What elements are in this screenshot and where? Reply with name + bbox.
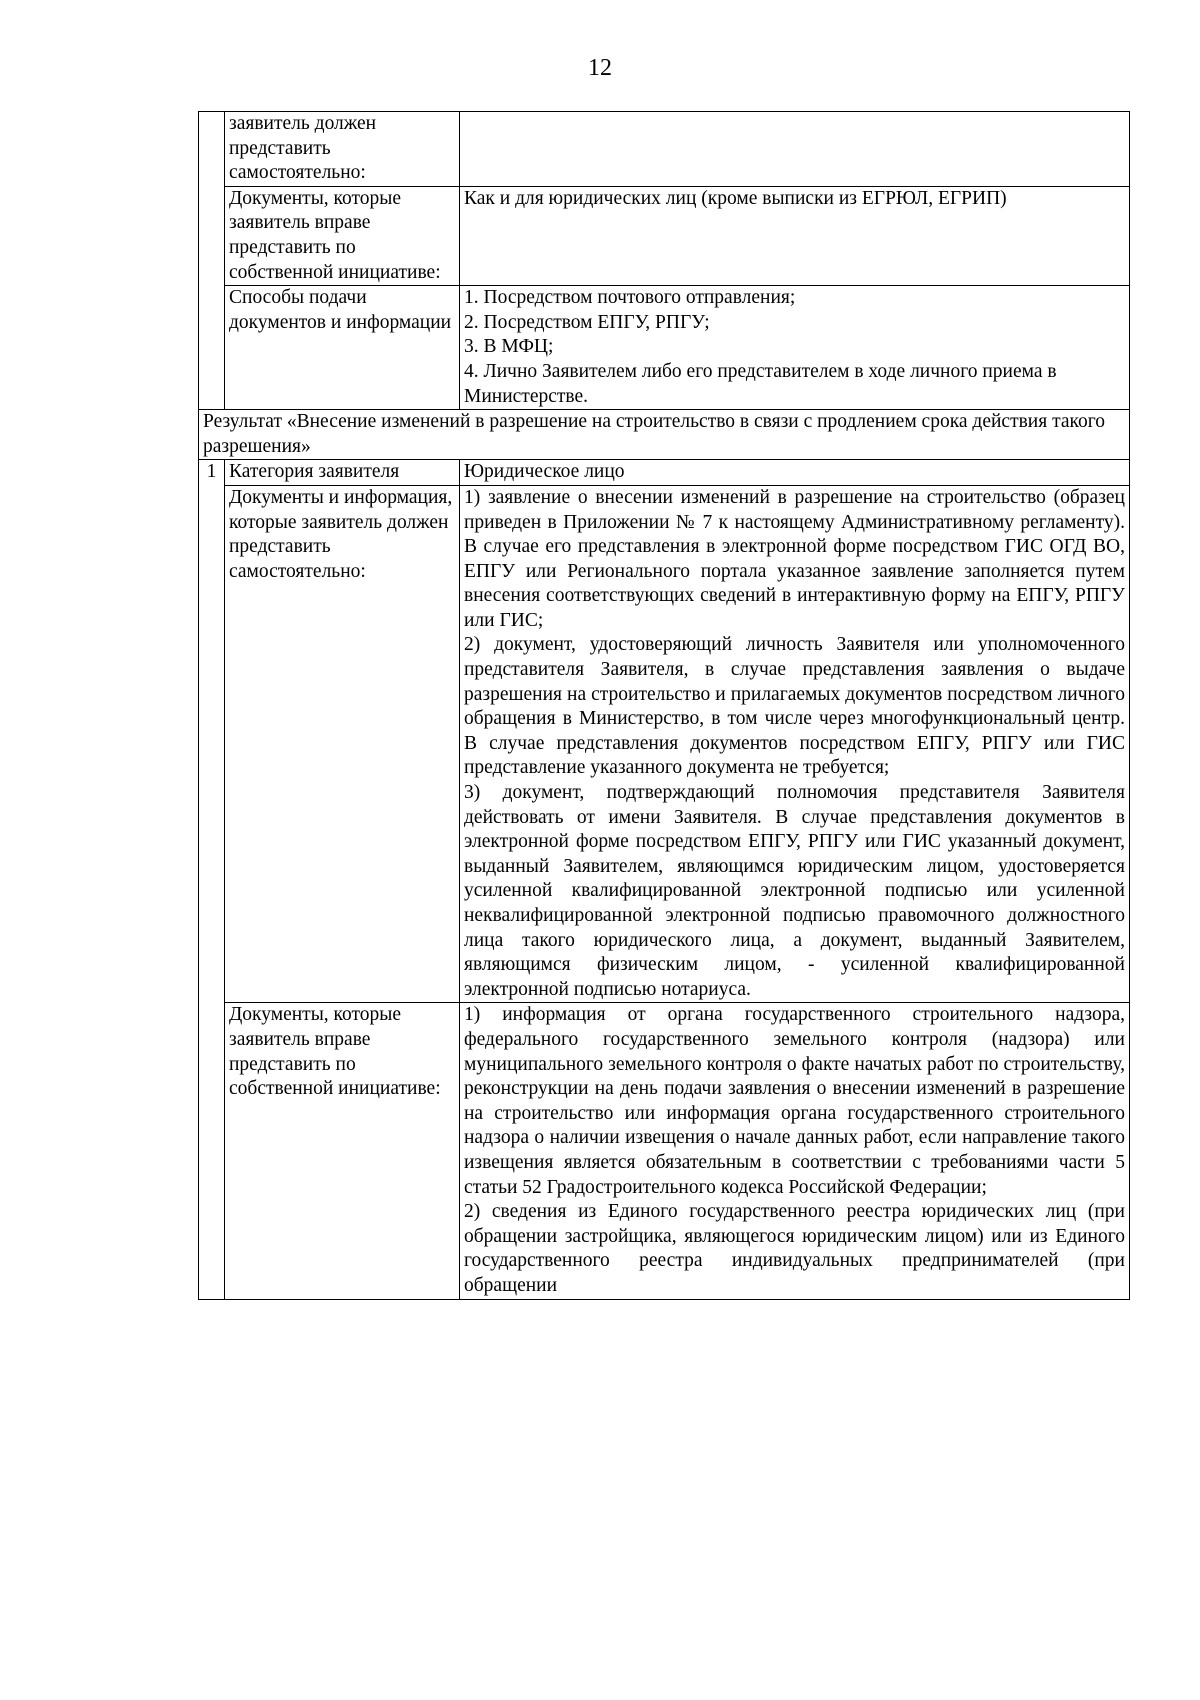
table-row [199, 460, 1130, 486]
result-title: Результат «Внесение изменений в разрешение на строительство в связи с продлением срока действия такого разрешения» [203, 411, 1105, 457]
content-cell [460, 186, 1130, 285]
row-number-cell [199, 112, 225, 410]
label-cell [225, 286, 460, 410]
list-item: 3) документ, подтверждающий полномочия представителя Заявителя действовать от имени Заявителя. В случае представления документов в электронной форме посредством ЕПГУ, РПГУ или ГИС указанный документ, выданный Заявителем, являющимся юридическим лицом, удостоверяется усиленной квалифицированной электронной подписью или усиленной неквалифицированной электронной подписью правомочного должностного лица такого юридического лица, а документ, выданный Заявителем, являющимся физическим лицом, - усиленной квалифицированной электронной подписью нотариуса. [464, 782, 1125, 1000]
category-value: Юридическое лицо [464, 461, 625, 483]
label-cell [225, 1003, 460, 1299]
table-row [199, 112, 1130, 187]
result-title-cell [199, 410, 1130, 460]
list-item: 1) информация от органа государственного строительного надзора, федерального государственного земельного контроля (надзора) или муниципального земельного контроля о факте начатых работ по строительству, реконструкции на день подачи заявления о внесении изменений в разрешение на строительство или информация органа государственного строительного надзора о наличии извещения о начале данных работ, если направление такого извещения является обязательным в соответствии с требованиями части 5 статьи 52 Градостроительного кодекса Российской Федерации; [464, 1004, 1125, 1198]
row-number-cell [199, 460, 225, 1299]
required-docs-label: Документы и информация, которые заявитель должен представить самостоятельно: [229, 486, 453, 582]
list-item: 2) сведения из Единого государственного реестра юридических лиц (при обращении застройщика, являющегося юридическим лицом) или из Единого государственного реестра индивидуальных предпринимателей (при обращении [464, 1201, 1125, 1296]
content-cell [460, 112, 1130, 187]
table-row [199, 286, 1130, 410]
table-row [199, 1003, 1130, 1299]
row-number: 1 [206, 461, 217, 483]
optional-docs-label: Документы, которые заявитель вправе представить по собственной инициативе: [229, 1004, 441, 1100]
row-label: Документы, которые заявитель вправе представить по собственной инициативе: [229, 187, 441, 283]
list-item: 2. Посредством ЕПГУ, РПГУ; [464, 311, 710, 333]
table-row [199, 410, 1130, 460]
list-item: 1) заявление о внесении изменений в разрешение на строительство (образец приведен в Приложении № 7 к настоящему Административному регламенту). В случае его представления в электронной форме посредством ГИС ОГД ВО, ЕПГУ или Регионального портала указанное заявление заполняется путем внесения соответствующих сведений в интерактивную форму на ЕПГУ, РПГУ или ГИС; [464, 486, 1125, 631]
row-label: заявитель должен представить самостоятельно: [229, 113, 377, 184]
page-number: 12 [588, 55, 612, 81]
document-table [198, 111, 1130, 1300]
label-cell [225, 112, 460, 187]
list-item: 3. В МФЦ; [464, 336, 554, 358]
content-cell [460, 460, 1130, 486]
row-label: Способы подачи документов и информации [229, 287, 452, 333]
table-row [199, 485, 1130, 1002]
content-cell [460, 1003, 1130, 1299]
category-label: Категория заявителя [229, 461, 400, 483]
label-cell [225, 485, 460, 1002]
list-item: 2) документ, удостоверяющий личность Заявителя или уполномоченного представителя Заявителя, в случае представления заявления о выдаче разрешения на строительство и прилагаемых документов посредством личного обращения в Министерство, в том числе через многофункциональный центр. В случае представления документов посредством ЕПГУ, РПГУ или ГИС представление указанного документа не требуется; [464, 634, 1125, 779]
content-cell [460, 485, 1130, 1002]
list-item: 4. Лично Заявителем либо его представителем в ходе личного приема в Министерстве. [464, 360, 1057, 407]
row-content: Как и для юридических лиц (кроме выписки из ЕГРЮЛ, ЕГРИП) [464, 187, 1007, 209]
label-cell [225, 186, 460, 285]
content-cell [460, 286, 1130, 410]
label-cell [225, 460, 460, 486]
list-item: 1. Посредством почтового отправления; [464, 287, 796, 309]
table-row [199, 186, 1130, 285]
